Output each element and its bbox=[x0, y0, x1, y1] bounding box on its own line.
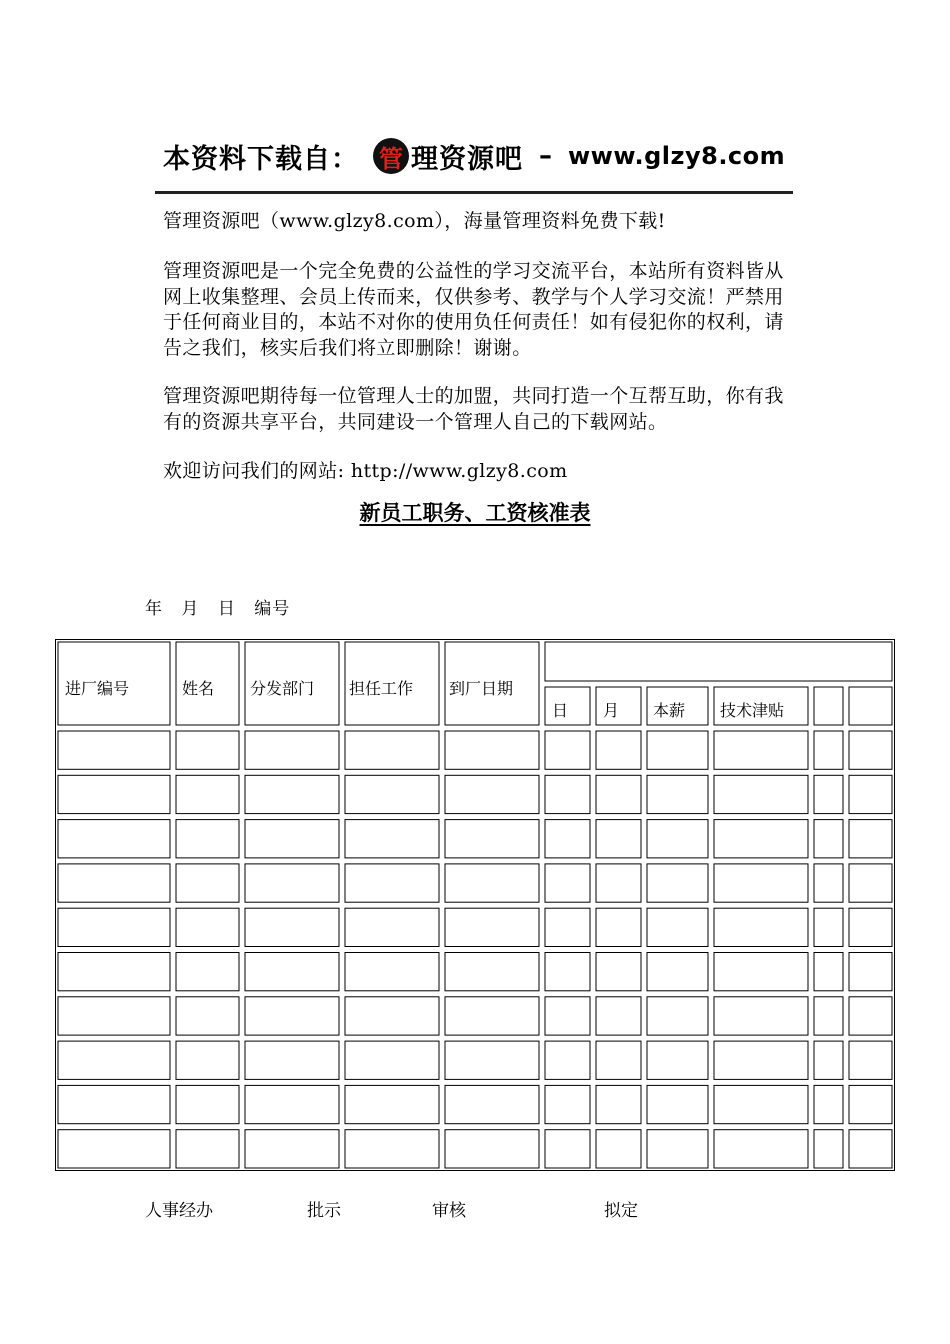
number-label: 编号 bbox=[254, 599, 291, 619]
table-cell bbox=[245, 864, 339, 902]
table-cell bbox=[596, 1085, 641, 1123]
table-cell bbox=[849, 820, 892, 858]
table-cell bbox=[714, 953, 808, 991]
subheader-cell bbox=[849, 687, 892, 725]
intro-disclaimer: 管理资源吧是一个完全免费的公益性的学习交流平台，本站所有资料皆从网上收集整理、会员上传而来，仅供参考、教学与个人学习交流！严禁用于任何商业目的，本站不对你的使用负任何责任！如有侵犯你的权利，请告之我们，核实后我们将立即删除！谢谢。 bbox=[163, 260, 784, 359]
table-cell bbox=[849, 1041, 892, 1079]
table-cell bbox=[445, 1085, 539, 1123]
table-cell bbox=[714, 1041, 808, 1079]
table-cell bbox=[814, 731, 843, 769]
table-cell bbox=[445, 953, 539, 991]
table-cell bbox=[545, 731, 590, 769]
table-cell bbox=[58, 864, 170, 902]
table-cell bbox=[647, 731, 708, 769]
table-cell bbox=[445, 908, 539, 946]
table-cell bbox=[345, 953, 439, 991]
subheader-cell bbox=[814, 687, 843, 725]
table-cell bbox=[596, 731, 641, 769]
table-cell bbox=[647, 1130, 708, 1168]
banner-dash: – bbox=[539, 141, 552, 171]
intro-line: 管理资源吧（www.glzy8.com），海量管理资料免费下载! bbox=[163, 210, 666, 232]
table-cell bbox=[596, 908, 641, 946]
table-cell bbox=[345, 997, 439, 1035]
document-title: 新员工职务、工资核准表 bbox=[359, 500, 591, 525]
table-cell bbox=[545, 953, 590, 991]
table-cell bbox=[345, 820, 439, 858]
site-logo-icon: 管 bbox=[373, 138, 409, 174]
table-cell bbox=[445, 997, 539, 1035]
intro-invitation: 管理资源吧期待每一位管理人士的加盟，共同打造一个互帮互助，你有我有的资源共享平台，共同建设一个管理人自己的下载网站。 bbox=[163, 385, 784, 433]
footer-approval: 批示 bbox=[307, 1201, 341, 1221]
header-department: 分发部门 bbox=[250, 679, 315, 698]
table-cell bbox=[714, 820, 808, 858]
table-cell bbox=[176, 1130, 239, 1168]
table-cell bbox=[58, 820, 170, 858]
table-cell bbox=[849, 864, 892, 902]
year-label: 年 bbox=[145, 599, 163, 619]
table-cell bbox=[58, 908, 170, 946]
header-group-cell bbox=[545, 642, 892, 681]
table-cell bbox=[176, 864, 239, 902]
table-cell bbox=[345, 775, 439, 813]
table-cell bbox=[345, 1085, 439, 1123]
table-cell bbox=[596, 997, 641, 1035]
table-cell bbox=[445, 820, 539, 858]
table-cell bbox=[245, 731, 339, 769]
table-cell bbox=[647, 953, 708, 991]
table-cell bbox=[714, 864, 808, 902]
table-cell bbox=[345, 864, 439, 902]
table-cell bbox=[545, 1130, 590, 1168]
table-cell bbox=[445, 1041, 539, 1079]
table-cell bbox=[814, 864, 843, 902]
table-cell bbox=[58, 997, 170, 1035]
table-cell bbox=[58, 1130, 170, 1168]
table-cell bbox=[58, 731, 170, 769]
table-cell bbox=[176, 997, 239, 1035]
table-cell bbox=[445, 1130, 539, 1168]
approval-table bbox=[55, 639, 895, 1171]
footer-hr-handler: 人事经办 bbox=[145, 1201, 213, 1221]
table-cell bbox=[245, 908, 339, 946]
table-cell bbox=[545, 1085, 590, 1123]
footer-review: 审核 bbox=[432, 1201, 466, 1221]
table-cell bbox=[58, 775, 170, 813]
download-banner bbox=[163, 134, 785, 178]
header-position: 担任工作 bbox=[349, 679, 414, 698]
header-start-date: 到厂日期 bbox=[449, 679, 514, 698]
table-cell bbox=[545, 1041, 590, 1079]
table-cell bbox=[814, 953, 843, 991]
table-cell bbox=[647, 775, 708, 813]
subheader-tech-allowance: 技术津贴 bbox=[720, 701, 785, 720]
table-cell bbox=[814, 820, 843, 858]
table-cell bbox=[245, 820, 339, 858]
table-cell bbox=[245, 1085, 339, 1123]
table-cell bbox=[345, 1041, 439, 1079]
table-cell bbox=[445, 775, 539, 813]
banner-url: www.glzy8.com bbox=[568, 142, 786, 170]
banner-site-name: 理资源吧 bbox=[411, 143, 523, 175]
table-cell bbox=[714, 775, 808, 813]
table-cell bbox=[545, 775, 590, 813]
subheader-month: 月 bbox=[603, 701, 620, 720]
table-cell bbox=[176, 820, 239, 858]
table-cell bbox=[647, 864, 708, 902]
banner-prefix: 本资料下载自： bbox=[163, 143, 359, 175]
table-cell bbox=[849, 997, 892, 1035]
table-cell bbox=[849, 953, 892, 991]
table-cell bbox=[245, 1130, 339, 1168]
table-cell bbox=[714, 1085, 808, 1123]
subheader-base-salary: 本薪 bbox=[653, 701, 686, 720]
table-cell bbox=[849, 1085, 892, 1123]
day-label: 日 bbox=[217, 599, 236, 619]
table-cell bbox=[647, 1041, 708, 1079]
date-number-line bbox=[145, 594, 302, 619]
table-cell bbox=[245, 775, 339, 813]
table-cell bbox=[814, 775, 843, 813]
table-cell bbox=[58, 1041, 170, 1079]
banner-divider bbox=[155, 191, 793, 194]
table-cell bbox=[647, 820, 708, 858]
table-cell bbox=[545, 997, 590, 1035]
table-cell bbox=[596, 775, 641, 813]
table-cell bbox=[245, 953, 339, 991]
header-entry-number: 进厂编号 bbox=[65, 679, 130, 698]
table-cell bbox=[814, 997, 843, 1035]
table-cell bbox=[647, 997, 708, 1035]
intro-visit: 欢迎访问我们的网站: http://www.glzy8.com bbox=[163, 460, 568, 482]
table-cell bbox=[814, 1041, 843, 1079]
table-cell bbox=[814, 908, 843, 946]
table-cell bbox=[445, 731, 539, 769]
table-cell bbox=[596, 1130, 641, 1168]
table-cell bbox=[176, 775, 239, 813]
table-cell bbox=[647, 908, 708, 946]
table-cell bbox=[176, 1085, 239, 1123]
table-cell bbox=[714, 908, 808, 946]
subheader-day: 日 bbox=[552, 701, 569, 720]
table-cell bbox=[596, 820, 641, 858]
table-cell bbox=[714, 731, 808, 769]
table-cell bbox=[445, 864, 539, 902]
table-cell bbox=[814, 1085, 843, 1123]
table-cell bbox=[647, 1085, 708, 1123]
table-cell bbox=[596, 953, 641, 991]
table-cell bbox=[714, 997, 808, 1035]
table-cell bbox=[176, 1041, 239, 1079]
table-cell bbox=[545, 820, 590, 858]
table-cell bbox=[849, 775, 892, 813]
table-cell bbox=[345, 1130, 439, 1168]
table-cell bbox=[849, 731, 892, 769]
table-cell bbox=[176, 731, 239, 769]
month-label: 月 bbox=[181, 599, 200, 619]
table-cell bbox=[545, 864, 590, 902]
table-cell bbox=[176, 908, 239, 946]
header-name: 姓名 bbox=[182, 679, 215, 698]
table-cell bbox=[245, 997, 339, 1035]
table-cell bbox=[176, 953, 239, 991]
table-cell bbox=[849, 908, 892, 946]
table-cell bbox=[849, 1130, 892, 1168]
table-cell bbox=[245, 1041, 339, 1079]
table-cell bbox=[345, 731, 439, 769]
footer-draft: 拟定 bbox=[604, 1201, 638, 1221]
table-cell bbox=[345, 908, 439, 946]
table-cell bbox=[714, 1130, 808, 1168]
table-cell bbox=[596, 1041, 641, 1079]
table-cell bbox=[814, 1130, 843, 1168]
table-cell bbox=[58, 1085, 170, 1123]
table-cell bbox=[58, 953, 170, 991]
table-cell bbox=[596, 864, 641, 902]
table-cell bbox=[545, 908, 590, 946]
